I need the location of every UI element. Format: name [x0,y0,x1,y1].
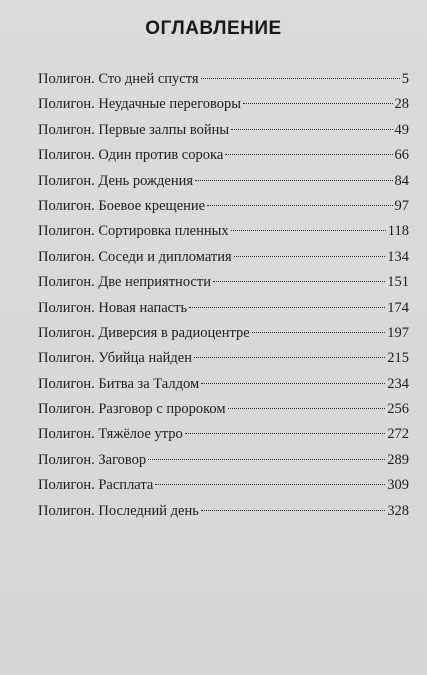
toc-entry-page-number: 151 [387,274,409,291]
dot-leader [234,256,386,257]
toc-entry-title: Полигон. Диверсия в радиоцентре [38,324,250,341]
toc-entry-title: Полигон. Две неприятности [38,274,211,291]
toc-entry [38,92,409,117]
toc-entry-title: Полигон. Заговор [38,451,147,468]
toc-entry [38,245,409,270]
toc-entry-page-number: 256 [387,401,409,418]
dot-leader [148,459,385,460]
toc-entry-title: Полигон. Разговор с пророком [38,401,226,418]
dot-leader [213,281,385,282]
dot-leader [231,230,386,231]
toc-entry-page-number: 118 [387,223,409,240]
toc-entry-title: Полигон. Боевое крещение [38,197,206,214]
toc-entry-title: Полигон. Сто дней спустя [38,71,199,87]
dot-leader [228,408,386,409]
toc-entry [38,473,409,498]
toc-entry-title: Полигон. Первые залпы войны [38,121,230,138]
toc-entry-page-number: 289 [387,451,409,468]
toc-entry-title: Полигон. Сортировка пленных [38,223,229,240]
toc-entry-title: Полигон. Неудачные переговоры [38,96,242,113]
dot-leader [201,510,385,511]
dot-leader [189,307,385,308]
page-title: ОГЛАВЛЕНИЕ [145,18,282,39]
dot-leader [225,154,392,155]
toc-entry [38,219,409,244]
toc-entry-page-number: 215 [387,350,409,367]
toc-entry-title: Полигон. День рождения [38,172,194,189]
dot-leader [252,332,386,333]
toc-entry-title: Полигон. Тяжёлое утро [38,426,183,443]
toc-entry-page-number: 309 [387,477,409,494]
toc-entry-title: Полигон. Расплата [38,477,154,494]
dot-leader [243,103,392,104]
toc-entry-page-number: 84 [394,172,409,189]
dot-leader [195,180,392,181]
toc-entry-page-number: 28 [394,96,409,113]
toc-entry-page-number: 134 [387,248,409,265]
toc-entry-page-number: 328 [387,502,409,519]
dot-leader [185,433,385,434]
toc-entry [38,169,409,194]
toc-entry [38,118,409,143]
dot-leader [207,205,392,206]
toc-entry [38,372,409,397]
dot-leader [201,383,385,384]
toc-entry-title: Полигон. Убийца найден [38,350,192,367]
toc-entry-title: Полигон. Один против сорока [38,147,224,164]
toc-entry [38,67,409,92]
toc-entry [38,499,409,524]
dot-leader [231,129,392,130]
toc-entry-page-number: 234 [387,375,409,392]
toc-entry [38,422,409,447]
toc-entry-page-number: 49 [394,121,409,138]
toc-entry-page-number: 66 [394,147,409,164]
toc-entry [38,194,409,219]
toc-entry-page-number: 272 [387,426,409,443]
toc-entry-page-number: 97 [394,197,409,214]
toc-entry-title: Полигон. Соседи и дипломатия [38,248,232,265]
toc-entry-page-number: 197 [387,324,409,341]
dot-leader [155,484,385,485]
toc-entry-title: Полигон. Последний день [38,502,199,519]
toc-entry-page-number: 174 [387,299,409,316]
toc-entry [38,448,409,473]
toc-entry [38,296,409,321]
toc-entry-title: Полигон. Новая напасть [38,299,188,316]
toc-entry-page-number: 5 [401,71,409,87]
toc-entry-title: Полигон. Битва за Талдом [38,375,200,392]
toc-entry [38,143,409,168]
table-of-contents [38,67,409,524]
toc-entry [38,397,409,422]
dot-leader [194,357,385,358]
toc-entry [38,270,409,295]
dot-leader [201,78,400,79]
toc-entry [38,346,409,371]
toc-entry [38,321,409,346]
